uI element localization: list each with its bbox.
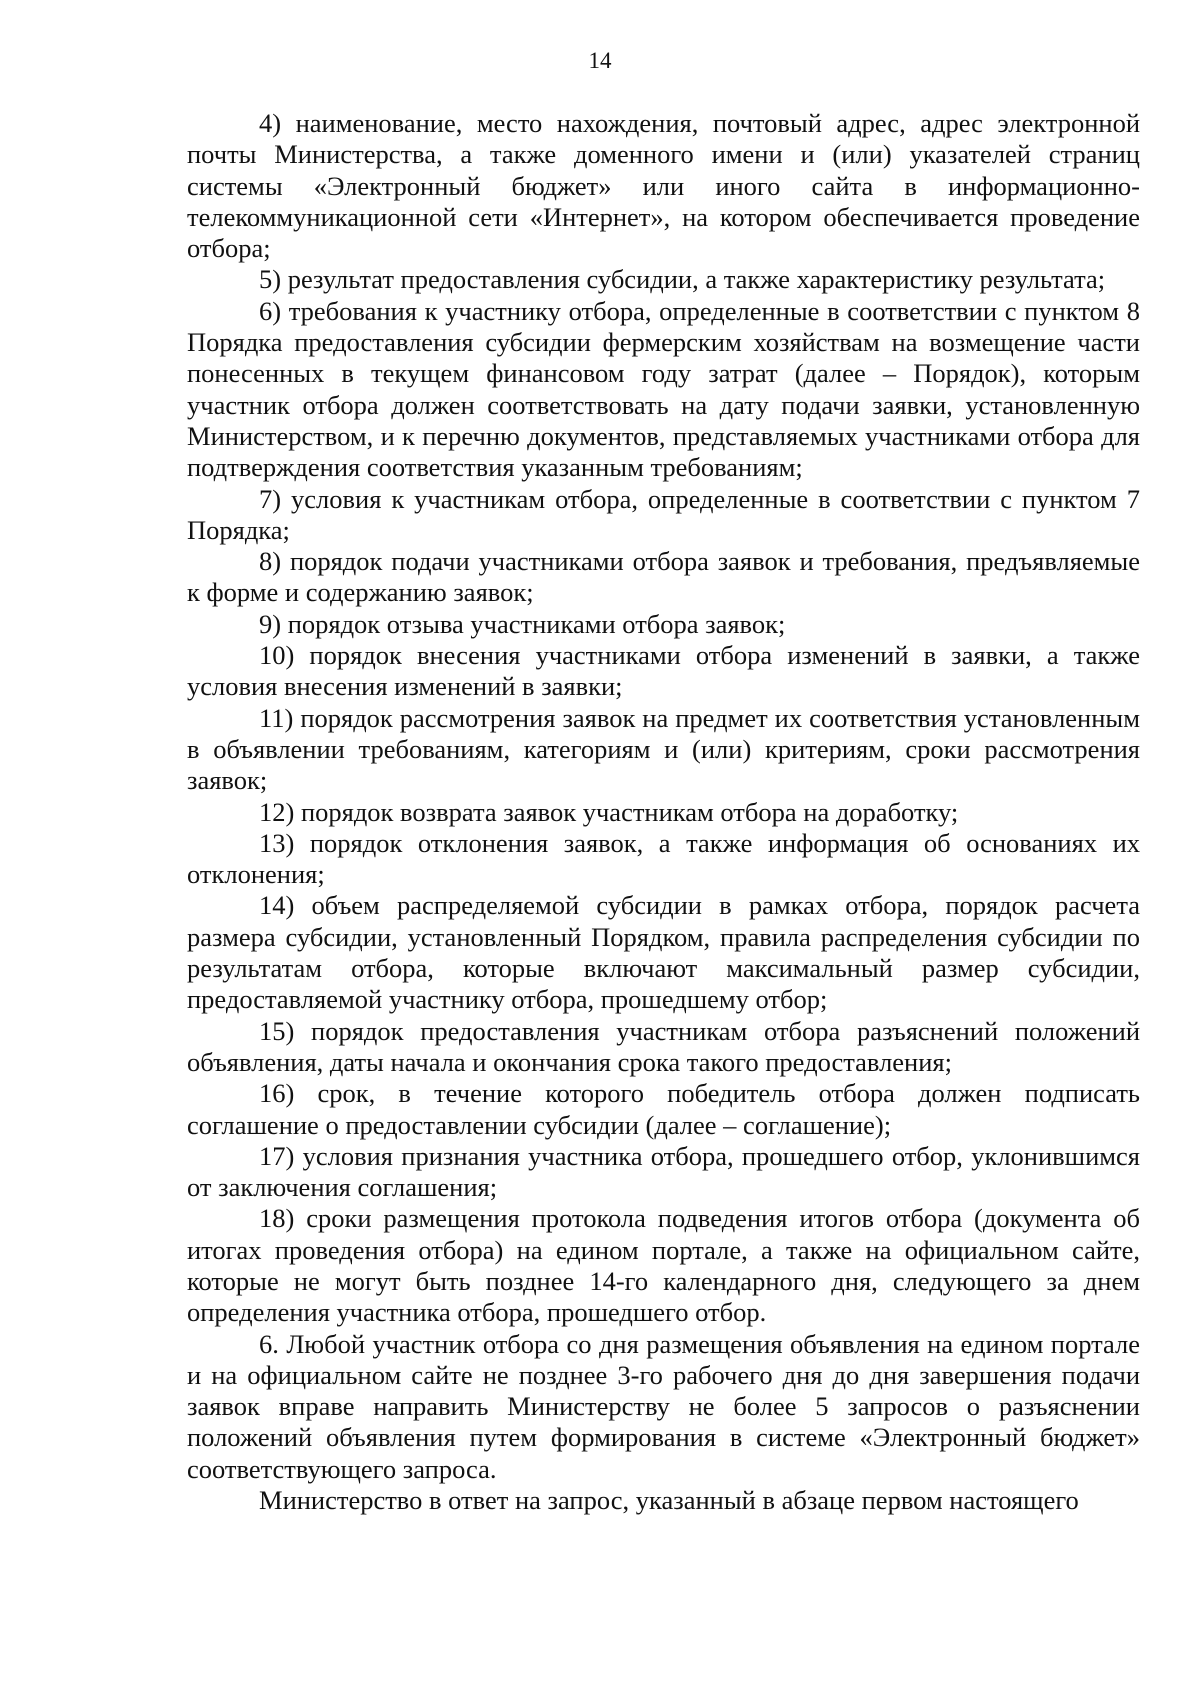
paragraph-item-17: 17) условия признания участника отбора, прошедшего отбор, уклонившимся от заключения соглашения; <box>187 1140 1140 1203</box>
paragraph-item-18: 18) сроки размещения протокола подведения итогов отбора (документа об итогах проведения отбора) на едином портале, а также на официальном сайте, которые не могут быть позднее 14-го календарного дня, следующего за днем определения участника отбора, прошедшего отбор. <box>187 1203 1140 1328</box>
page-number: 14 <box>588 48 612 73</box>
paragraph-item-6: 6) требования к участнику отбора, определенные в соответствии с пунктом 8 Порядка предоставления субсидии фермерским хозяйствам на возмещение части понесенных в текущем финансовом году затрат (далее – Порядок), которым участник отбора должен соответствовать на дату подачи заявки, установленную Министерством, и к перечню документов, представляемых участниками отбора для подтверждения соответствия указанным требованиям; <box>187 295 1140 483</box>
paragraph-item-13: 13) порядок отклонения заявок, а также информация об основаниях их отклонения; <box>187 827 1140 890</box>
paragraph-item-5: 5) результат предоставления субсидии, а также характеристику результата; <box>259 264 1106 295</box>
document-body <box>187 108 1140 1516</box>
paragraph-point-6: 6. Любой участник отбора со дня размещения объявления на едином портале и на официальном сайте не позднее 3-го рабочего дня до дня завершения подачи заявок вправе направить Министерству не более 5 запросов о разъяснении положений объявления путем формирования в системе «Электронный бюджет» соответствующего запроса. <box>187 1328 1140 1484</box>
paragraph-item-14: 14) объем распределяемой субсидии в рамках отбора, порядок расчета размера субсидии, установленный Порядком, правила распределения субсидии по результатам отбора, которые включают максимальный размер субсидии, предоставляемой участнику отбора, прошедшему отбор; <box>187 890 1140 1015</box>
paragraph-item-11: 11) порядок рассмотрения заявок на предмет их соответствия установленным в объявлении требованиям, категориям и (или) критериям, сроки рассмотрения заявок; <box>187 702 1140 796</box>
paragraph-item-15: 15) порядок предоставления участникам отбора разъяснений положений объявления, даты начала и окончания срока такого предоставления; <box>187 1015 1140 1077</box>
paragraph-item-9: 9) порядок отзыва участниками отбора заявок; <box>259 608 786 639</box>
paragraph-item-7: 7) условия к участникам отбора, определенные в соответствии с пунктом 7 Порядка; <box>187 483 1140 545</box>
paragraph-item-8: 8) порядок подачи участниками отбора заявок и требования, предъявляемые к форме и содержанию заявок; <box>187 546 1140 608</box>
paragraph-continuation: Министерство в ответ на запрос, указанный в абзаце первом настоящего <box>259 1485 1079 1516</box>
paragraph-item-4: 4) наименование, место нахождения, почтовый адрес, адрес электронной почты Министерства, а также доменного имени и (или) указателей страниц системы «Электронный бюджет» или иного сайта в информационно-телекоммуникационной сети «Интернет», на котором обеспечивается проведение отбора; <box>187 108 1140 264</box>
paragraph-item-10: 10) порядок внесения участниками отбора изменений в заявки, а также условия внесения изменений в заявки; <box>187 640 1140 702</box>
paragraph-item-12: 12) порядок возврата заявок участникам отбора на доработку; <box>259 796 959 827</box>
paragraph-item-16: 16) срок, в течение которого победитель отбора должен подписать соглашение о предоставлении субсидии (далее – соглашение); <box>187 1078 1140 1140</box>
